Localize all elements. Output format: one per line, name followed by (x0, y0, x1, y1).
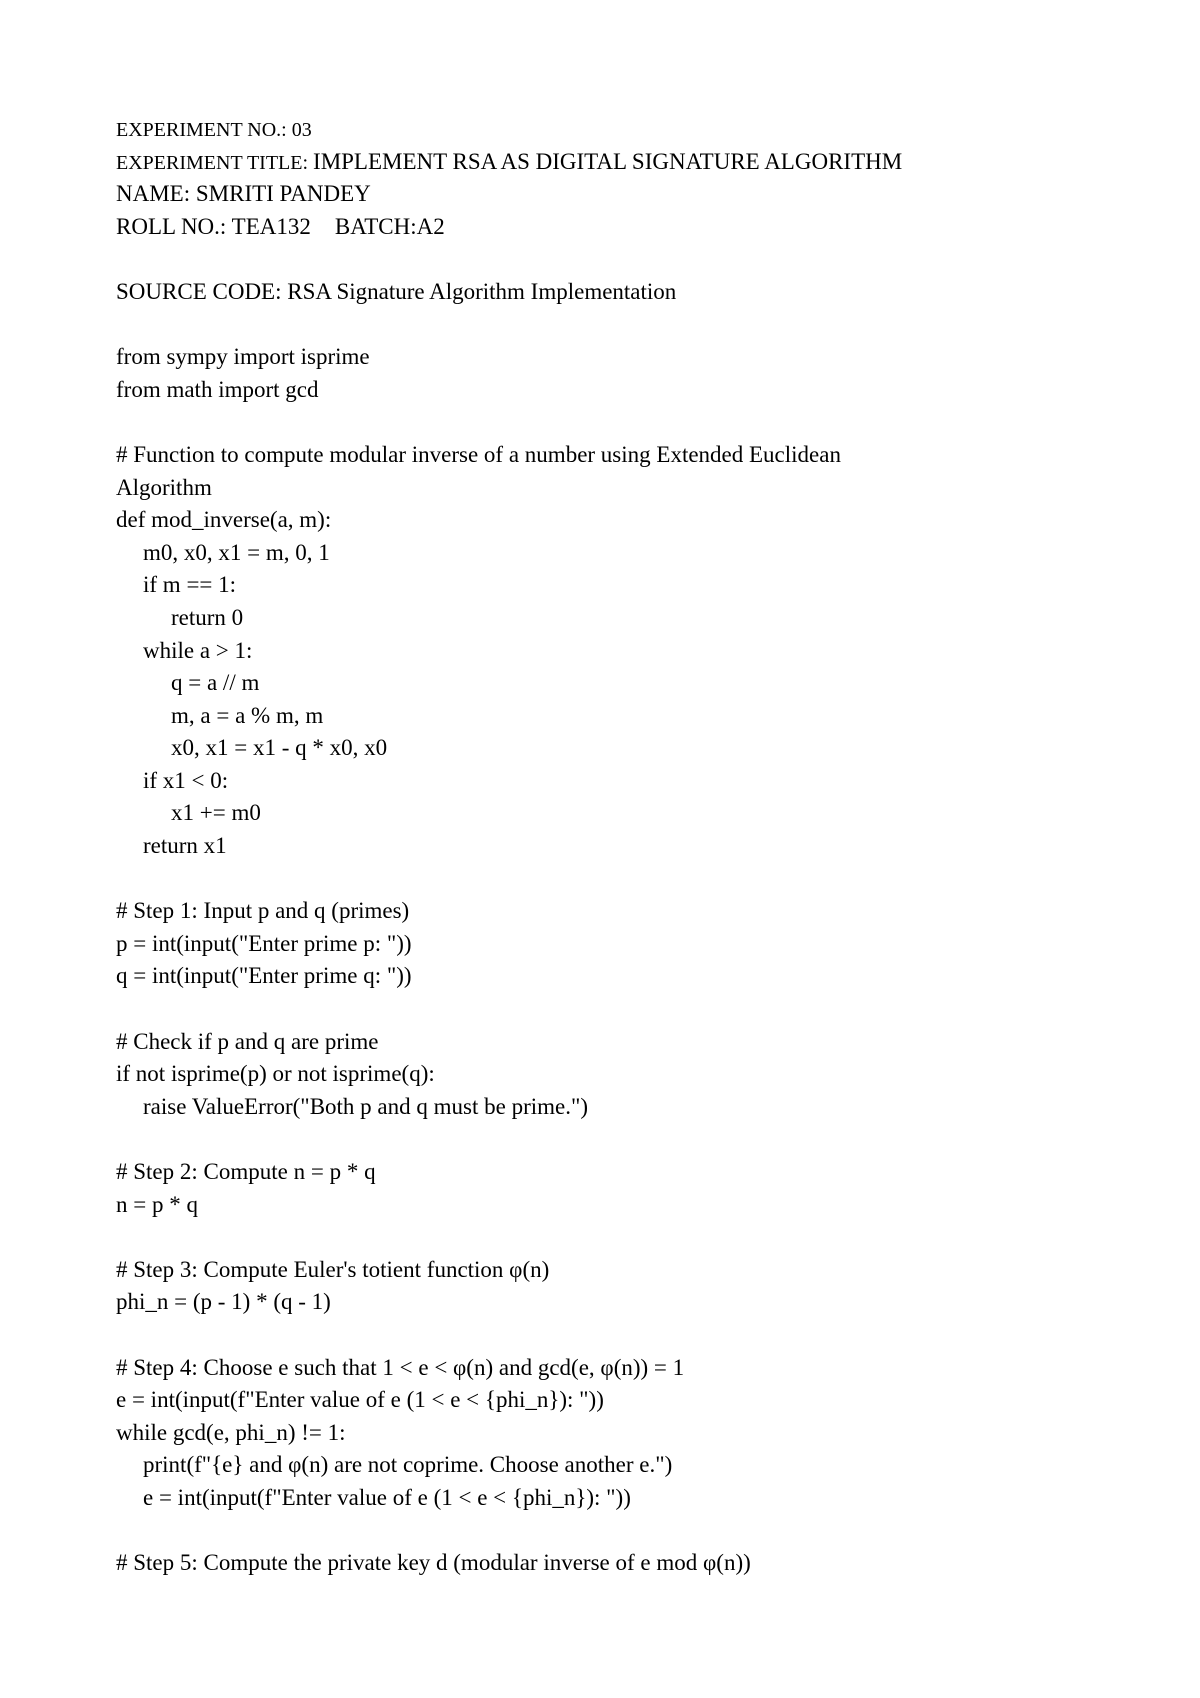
blank-line (116, 863, 1156, 896)
source-code-heading: SOURCE CODE: RSA Signature Algorithm Implementation (116, 278, 677, 304)
code-line: e = int(input(f"Enter value of e (1 < e < {phi_n}): ")) (143, 1484, 631, 1510)
document-page (116, 113, 1156, 1580)
code-line: p = int(input("Enter prime p: ")) (116, 930, 412, 956)
blank-line (116, 993, 1156, 1026)
code-line: if x1 < 0: (143, 767, 229, 793)
code-line: if m == 1: (143, 572, 237, 598)
code-line: if not isprime(p) or not isprime(q): (116, 1061, 435, 1087)
code-comment: # Step 5: Compute the private key d (modular inverse of e mod φ(n)) (116, 1550, 751, 1576)
roll-batch-line (116, 211, 1156, 244)
experiment-title-label: EXPERIMENT TITLE: (116, 151, 314, 174)
code-line: q = a // m (171, 670, 260, 696)
experiment-title (116, 146, 1156, 179)
code-line: e = int(input(f"Enter value of e (1 < e < {phi_n}): ")) (116, 1387, 604, 1413)
blank-line (116, 406, 1156, 439)
code-line: phi_n = (p - 1) * (q - 1) (116, 1289, 331, 1315)
code-comment: # Step 3: Compute Euler's totient function φ(n) (116, 1256, 550, 1282)
code-line: raise ValueError("Both p and q must be prime.") (143, 1093, 589, 1119)
code-line: x0, x1 = x1 - q * x0, x0 (171, 735, 388, 761)
code-comment: # Function to compute modular inverse of a number using Extended Euclidean (116, 441, 841, 467)
code-line: return x1 (143, 833, 227, 859)
code-line: return 0 (171, 604, 244, 630)
code-comment: # Step 2: Compute n = p * q (116, 1159, 376, 1184)
code-line: print(f"{e} and φ(n) are not coprime. Choose another e.") (143, 1452, 673, 1478)
code-comment: # Step 4: Choose e such that 1 < e < φ(n) and gcd(e, φ(n)) = 1 (116, 1354, 685, 1380)
batch: BATCH:A2 (334, 213, 445, 239)
blank-line (116, 1515, 1156, 1548)
code-comment: Algorithm (116, 474, 212, 500)
blank-line (116, 1319, 1156, 1352)
blank-line (116, 309, 1156, 342)
code-line: m0, x0, x1 = m, 0, 1 (143, 539, 330, 565)
code-line: def mod_inverse(a, m): (116, 507, 332, 533)
code-line: m, a = a % m, m (171, 702, 324, 728)
roll-no: ROLL NO.: TEA132 (116, 213, 311, 239)
experiment-no (116, 113, 1156, 146)
code-line: from math import gcd (116, 376, 319, 402)
blank-line (116, 243, 1156, 276)
blank-line (116, 1123, 1156, 1156)
experiment-title-value: IMPLEMENT RSA AS DIGITAL SIGNATURE ALGORITHM (313, 148, 903, 174)
code-comment: # Step 1: Input p and q (primes) (116, 898, 410, 924)
blank-line (116, 1221, 1156, 1254)
code-comment: # Check if p and q are prime (116, 1028, 379, 1054)
student-name: NAME: SMRITI PANDEY (116, 181, 371, 207)
experiment-no-text: EXPERIMENT NO.: 03 (116, 119, 312, 141)
code-line: x1 += m0 (171, 800, 261, 826)
code-line: while gcd(e, phi_n) != 1: (116, 1419, 346, 1445)
code-line: from sympy import isprime (116, 344, 370, 370)
code-line: n = p * q (116, 1191, 198, 1217)
code-line: while a > 1: (143, 637, 253, 663)
code-line: q = int(input("Enter prime q: ")) (116, 963, 412, 989)
